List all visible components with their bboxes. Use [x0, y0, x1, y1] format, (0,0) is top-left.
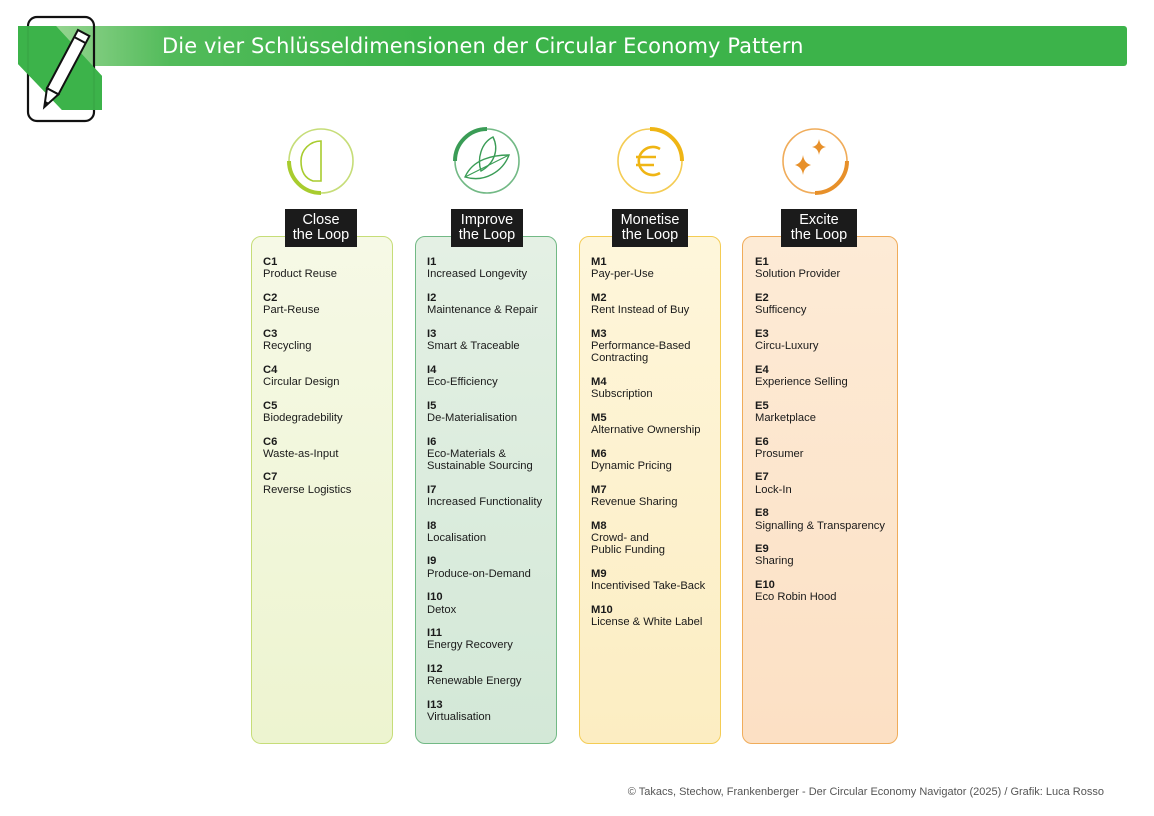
item-code: I2 [427, 291, 437, 304]
list-item [263, 471, 403, 495]
item-code: I5 [427, 399, 437, 412]
item-name: Increased Functionality [427, 495, 543, 508]
item-code: I4 [427, 363, 437, 376]
item-code: I11 [427, 627, 442, 640]
list-item [263, 256, 403, 280]
list-item [427, 364, 567, 388]
excite-loop-label: Excite the Loop [781, 209, 857, 247]
leaf-icon [451, 125, 523, 197]
item-code: M7 [591, 483, 607, 496]
item-code: C7 [263, 471, 278, 484]
item-code: M10 [591, 603, 613, 616]
item-code: I6 [427, 435, 437, 448]
item-code: M6 [591, 447, 607, 460]
list-item [755, 543, 895, 567]
item-name: Biodegradebility [263, 411, 343, 424]
list-item [427, 663, 567, 687]
item-code: M1 [591, 256, 607, 268]
close-loop-icon [285, 125, 357, 197]
list-item [591, 292, 731, 316]
item-name: License & White Label [591, 615, 703, 628]
item-name: Product Reuse [263, 268, 338, 281]
item-code: E10 [755, 579, 775, 592]
item-name: Waste-as-Input [263, 447, 339, 460]
item-code: E7 [755, 471, 769, 484]
item-code: E5 [755, 399, 769, 412]
item-name: Crowd- and Public Funding [591, 531, 666, 556]
item-name: Eco-Materials & Sustainable Sourcing [427, 447, 533, 472]
list-item [427, 292, 567, 316]
item-code: I10 [427, 591, 443, 604]
pencil-logo-icon [16, 14, 106, 124]
list-item [427, 328, 567, 352]
item-name: Localisation [427, 531, 487, 544]
list-item [427, 699, 567, 723]
item-name: Recycling [263, 340, 312, 353]
item-name: Experience Selling [755, 375, 848, 388]
list-item [263, 400, 403, 424]
list-item [591, 412, 731, 436]
item-code: M3 [591, 327, 607, 340]
item-code: E3 [755, 327, 769, 340]
item-name: Increased Longevity [427, 268, 528, 281]
close-loop-list [263, 256, 403, 507]
item-name: Detox [427, 603, 457, 616]
list-item [755, 256, 895, 280]
sparkle-icon [779, 125, 851, 197]
list-item [263, 328, 403, 352]
item-code: C6 [263, 435, 278, 448]
item-name: Lock-In [755, 483, 792, 496]
item-code: E2 [755, 291, 769, 304]
item-name: Marketplace [755, 411, 816, 424]
excite-loop-list [755, 256, 895, 615]
list-item [755, 579, 895, 603]
item-name: Incentivised Take-Back [591, 579, 706, 592]
item-name: Subscription [591, 388, 653, 401]
item-name: Pay-per-Use [591, 268, 654, 281]
item-name: Virtualisation [427, 711, 491, 724]
item-name: Solution Provider [755, 268, 841, 281]
list-item [755, 292, 895, 316]
item-code: C1 [263, 256, 278, 268]
item-code: I9 [427, 555, 437, 568]
item-name: Dynamic Pricing [591, 459, 672, 472]
item-name: Sufficency [755, 304, 807, 317]
item-name: De-Materialisation [427, 411, 518, 424]
item-name: Sharing [755, 555, 794, 568]
list-item [755, 328, 895, 352]
item-code: M9 [591, 567, 607, 580]
item-code: C2 [263, 291, 278, 304]
item-code: I8 [427, 519, 437, 532]
item-name: Signalling & Transparency [755, 519, 885, 532]
list-item [263, 436, 403, 460]
list-item [591, 520, 731, 557]
improve-loop-list [427, 256, 567, 735]
list-item [427, 555, 567, 579]
item-name: Reverse Logistics [263, 483, 352, 496]
item-code: E6 [755, 435, 769, 448]
item-code: I1 [427, 256, 437, 268]
item-name: Alternative Ownership [591, 424, 701, 437]
item-code: I3 [427, 327, 437, 340]
item-code: M2 [591, 291, 607, 304]
list-item [591, 568, 731, 592]
item-name: Smart & Traceable [427, 340, 520, 353]
list-item [591, 256, 731, 280]
item-code: I7 [427, 483, 437, 496]
list-item [427, 256, 567, 280]
item-code: I12 [427, 663, 443, 676]
item-name: Performance-Based Contracting [591, 340, 691, 365]
item-name: Energy Recovery [427, 639, 513, 652]
item-code: M8 [591, 519, 607, 532]
list-item [755, 436, 895, 460]
item-name: Eco-Efficiency [427, 375, 498, 388]
item-name: Eco Robin Hood [755, 591, 837, 604]
list-item [427, 400, 567, 424]
list-item [591, 604, 731, 628]
list-item [427, 520, 567, 544]
item-code: I13 [427, 699, 443, 712]
item-code: C4 [263, 363, 278, 376]
monetise-loop-label: Monetise the Loop [612, 209, 688, 247]
item-code: E9 [755, 543, 769, 556]
item-code: E4 [755, 363, 769, 376]
list-item [427, 484, 567, 508]
list-item [755, 471, 895, 495]
item-code: M4 [591, 375, 607, 388]
list-item [755, 400, 895, 424]
list-item [263, 364, 403, 388]
list-item [263, 292, 403, 316]
item-name: Revenue Sharing [591, 495, 678, 508]
close-loop-label: Close the Loop [285, 209, 357, 247]
item-code: E1 [755, 256, 769, 268]
item-name: Circular Design [263, 375, 340, 388]
list-item [591, 328, 731, 365]
list-item [591, 448, 731, 472]
monetise-loop-list [591, 256, 731, 639]
item-name: Rent Instead of Buy [591, 304, 690, 317]
item-name: Part-Reuse [263, 304, 320, 317]
list-item [427, 436, 567, 473]
item-code: C5 [263, 399, 278, 412]
item-code: C3 [263, 327, 278, 340]
list-item [591, 376, 731, 400]
euro-icon [614, 125, 686, 197]
item-name: Maintenance & Repair [427, 304, 538, 317]
item-code: E8 [755, 507, 769, 520]
item-code: M5 [591, 411, 607, 424]
list-item [755, 507, 895, 531]
footer-credit: © Takacs, Stechow, Frankenberger - Der Circular Economy Navigator (2025) / Grafik: Luca Rosso [627, 786, 1104, 798]
list-item [755, 364, 895, 388]
item-name: Prosumer [755, 447, 804, 460]
page-title: Die vier Schlüsseldimensionen der Circular Economy Pattern [162, 34, 804, 58]
item-name: Renewable Energy [427, 675, 522, 688]
list-item [591, 484, 731, 508]
improve-loop-label: Improve the Loop [451, 209, 523, 247]
item-name: Produce-on-Demand [427, 567, 531, 580]
item-name: Circu-Luxury [755, 340, 819, 353]
list-item [427, 591, 567, 615]
list-item [427, 627, 567, 651]
